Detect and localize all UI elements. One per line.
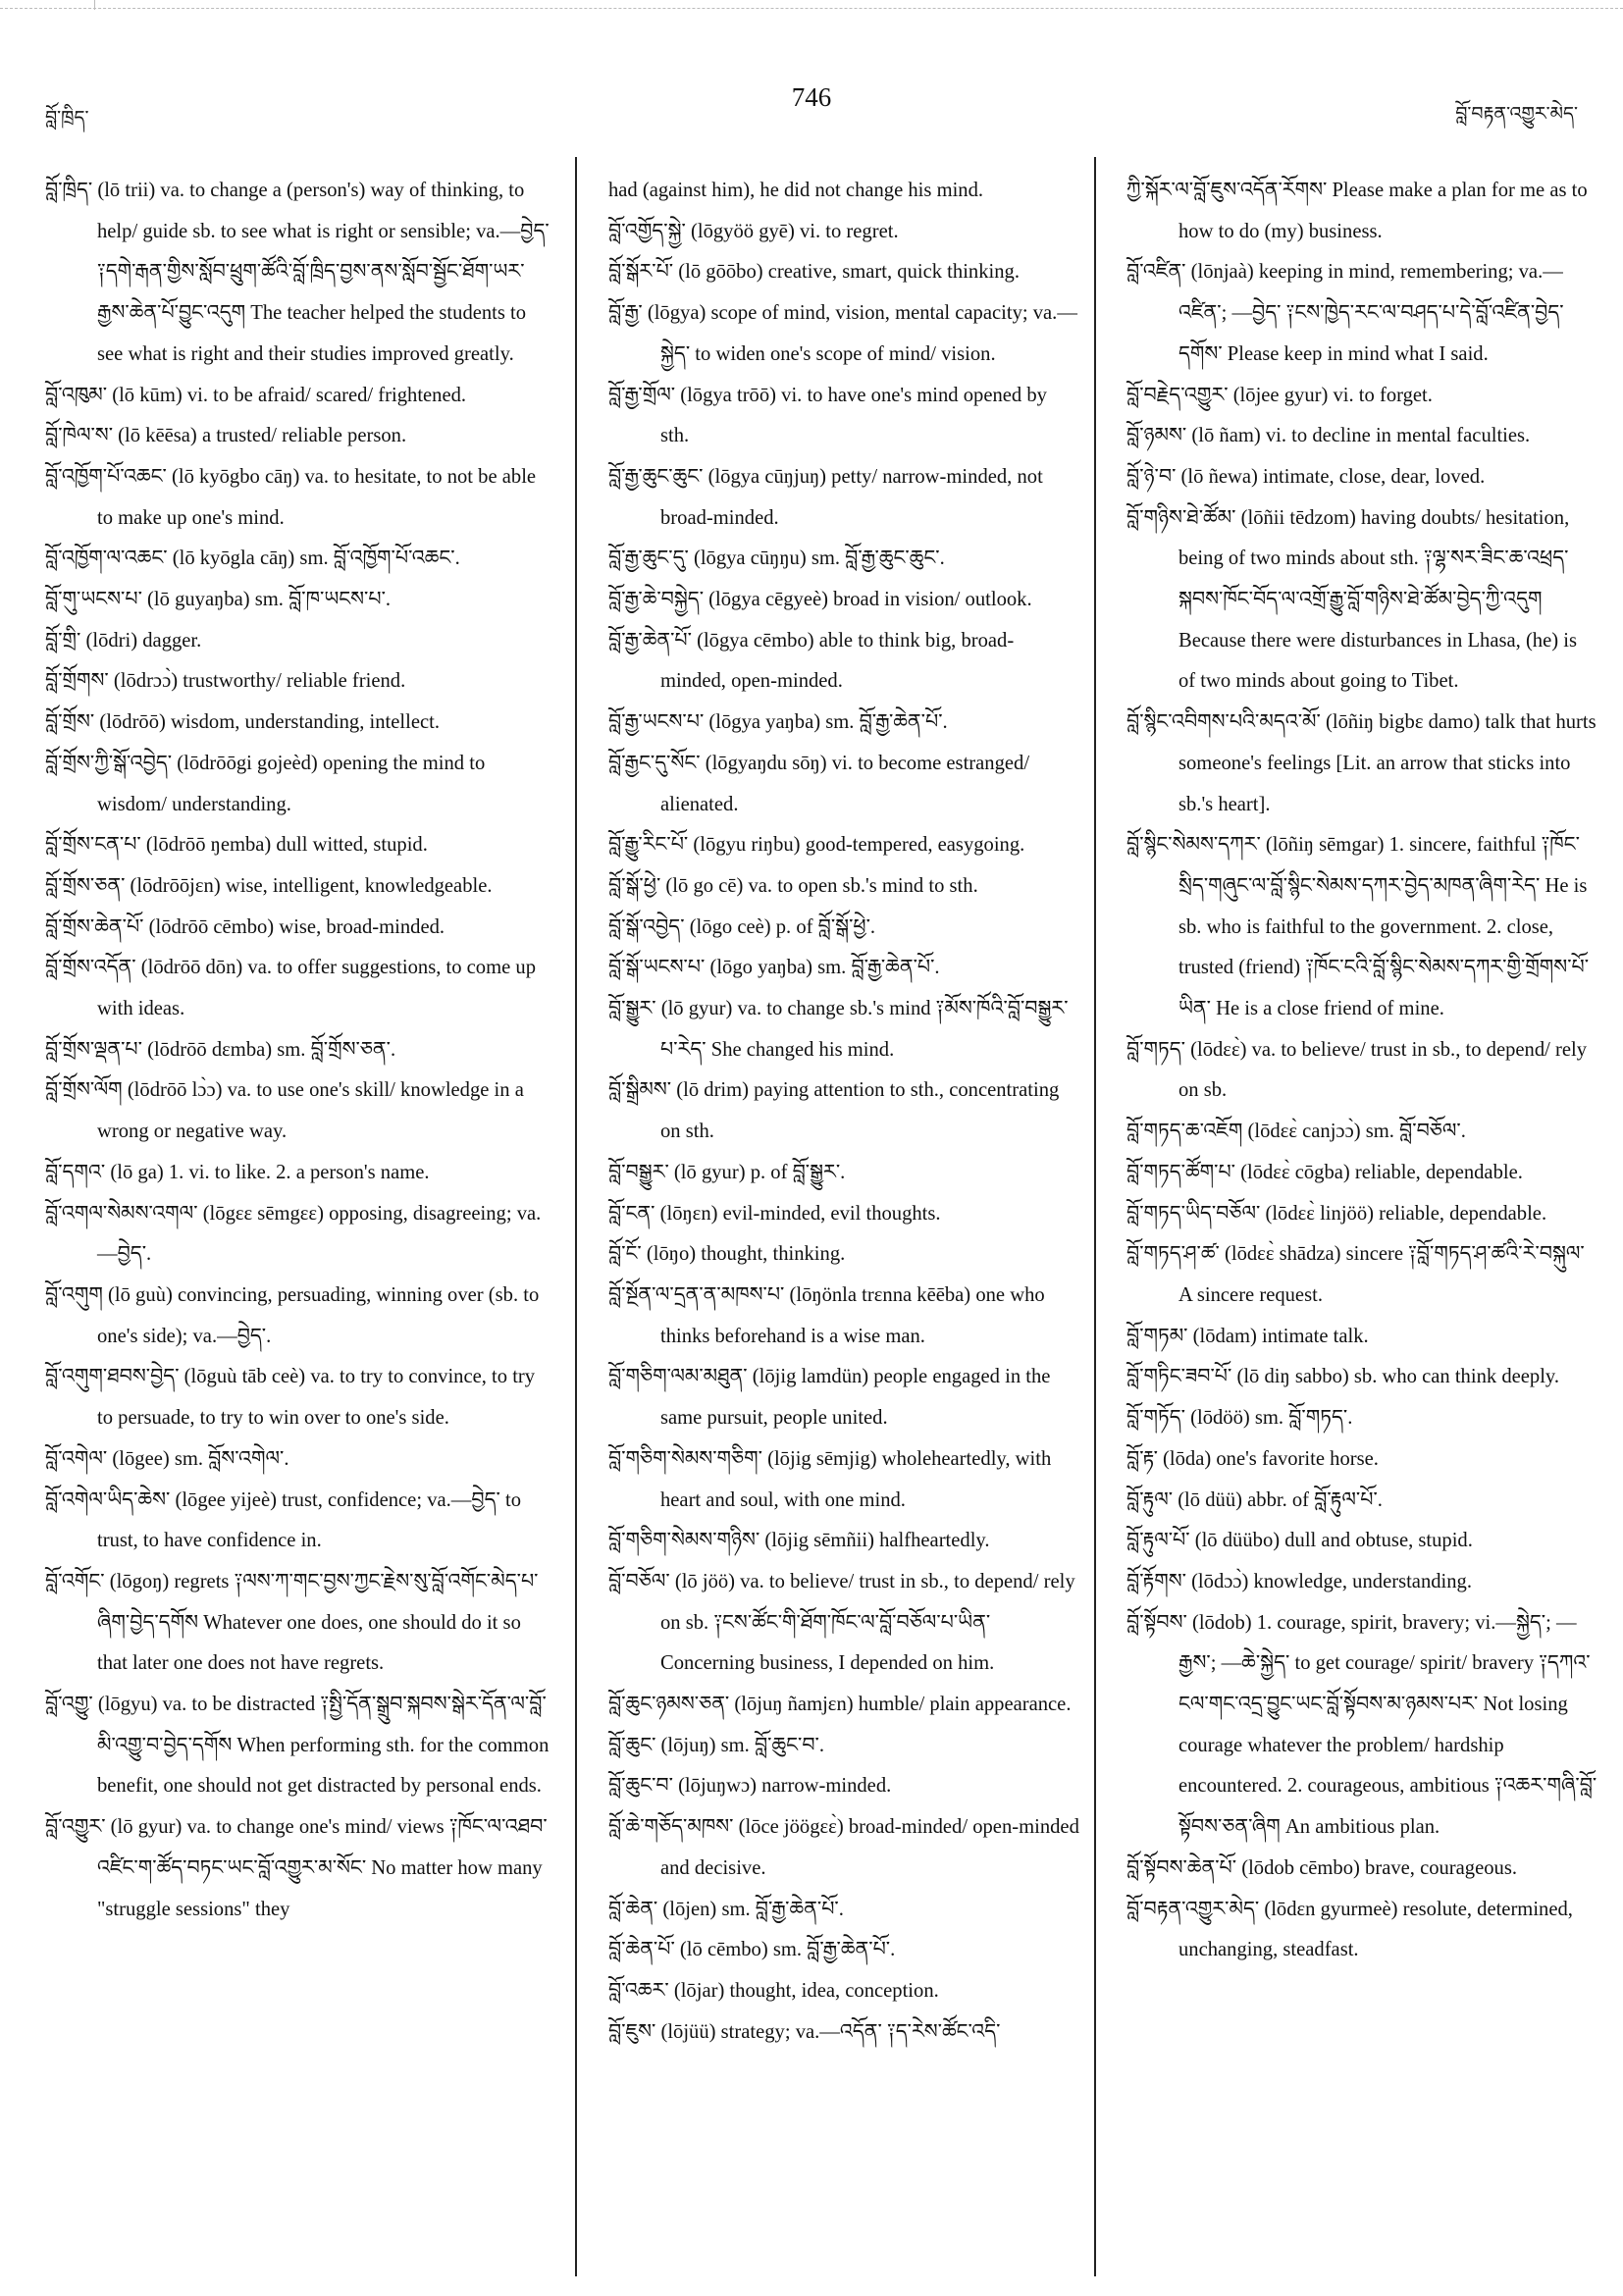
dictionary-entry: བློ་འཁྱོག་པོ་འཆང་ (lō kyōgbo cāŋ) va. to hesitate, to not be able to make up one's mind.: [45, 465, 537, 529]
dictionary-entry: བློ་སྒྱུར་ (lō gyur) va. to change sb.'s mind ༑མོས་ཁོའི་བློ་བསྒྱུར་པ་རེད་ She changed his mind.: [608, 998, 1069, 1061]
dictionary-entry: བློ་གྲོས་ (lōdrōō) wisdom, understanding, intellect.: [45, 711, 440, 734]
dictionary-entry: བློ་གྲོས་ལོག (lōdrōō lɔ̀ɔ) va. to use one's skill/ knowledge in a wrong or negative way.: [45, 1079, 524, 1143]
dictionary-entry: བློ་ཉམས་ (lō ñam) vi. to decline in mental faculties.: [1126, 425, 1531, 447]
dictionary-entry: བློ་ཆེ་གཅོད་མཁས་ (lōce jöögɛɛ̀) broad-minded/ open-minded and decisive.: [608, 1816, 1079, 1879]
dictionary-entry: བློ་འགལ་སེམས་འགལ་ (lōgɛɛ sēmgɛɛ) opposing, disagreeing; va.—བྱེད་.: [45, 1202, 542, 1266]
dictionary-entry: བློ་སྒོར་པོ་ (lō gōōbo) creative, smart, quick thinking.: [608, 261, 1020, 284]
dictionary-entry: བློ་བཅོལ་ (lō jöö) va. to believe/ trust in sb., to depend/ rely on sb. ༑ངས་ཚོང་གི་ཐོག་ཁོང་ལ་བློ་བཅོལ་པ་ཡིན་ Concerning business, I depended on him.: [608, 1570, 1075, 1675]
dictionary-entry: བློ་སྟོབས་ (lōdob) 1. courage, spirit, bravery; vi.—སྐྱེད་; —རྒྱས་; —ཆེ་སྐྱེད་ to get courage/ spirit/ bravery ༑དཀའ་ངལ་གང་འདྲ་བྱུང་ཡང་བློ་སྟོབས་མ་ཉམས་པར་ Not losing courage whatever the problem/ hardship encountered. 2. courageous, ambitious ༑འཆར་གཞི་བློ་སྟོབས་ཅན་ཞིག An ambitious plan.: [1126, 1611, 1597, 1839]
dictionary-entry: བློ་སྒོ་འབྱེད་ (lōgo ceè) p. of བློ་སྒོ་ཕྱེ་.: [608, 915, 876, 938]
dictionary-entry: བློ་གྲོས་འདོན་ (lōdrōō dōn) va. to offer suggestions, to come up with ideas.: [45, 957, 537, 1020]
dictionary-entry: བློ་རྒྱ་ཆུང་ཆུང་ (lōgya cūŋjuŋ) petty/ narrow-minded, not broad-minded.: [608, 465, 1043, 529]
dictionary-entry: བློ་སྙིང་འབིགས་པའི་མདའ་མོ་ (lōñiŋ bigbɛ damo) talk that hurts someone's feelings [Lit. an arrow that sticks into sb.'s heart].: [1126, 711, 1597, 815]
dictionary-entry: བློ་གཏད་ (lōdɛɛ̀) va. to believe/ trust in sb., to depend/ rely on sb.: [1126, 1038, 1588, 1102]
running-header-right: བློ་བརྟན་འགྱུར་མེད་: [1455, 103, 1578, 125]
dictionary-entry: བློ་རྒྱ་གྲོལ་ (lōgya trōō) vi. to have one's mind opened by sth.: [608, 384, 1047, 447]
dictionary-entry: བློ་ངན་ (lōŋɛn) evil-minded, evil thoughts.: [608, 1202, 941, 1225]
dictionary-entry: བློ་གྲོས་ཀྱི་སྒོ་འབྱེད་ (lōdrōōgi gojeèd) opening the mind to wisdom/ understanding.: [45, 752, 486, 815]
dictionary-entry: བློ་འགོང་ (lōgoŋ) regrets ༑ལས་ཀ་གང་བྱས་ཀྱང་རྗེས་སུ་བློ་འགོང་མེད་པ་ཞིག་བྱེད་དགོས Whatever one does, one should do it so that later one does not have regrets.: [45, 1570, 539, 1675]
dictionary-entry: བློ་རྒྱ་ (lōgya) scope of mind, vision, mental capacity; va.—སྐྱེད་ to widen one's scope of mind/ vision.: [608, 302, 1077, 365]
column-rule: [575, 157, 577, 2276]
dictionary-entry: བློ་ཆུང་བ་ (lōjuŋwɔ) narrow-minded.: [608, 1775, 892, 1798]
dictionary-entry: བློ་སྒྲིམས་ (lō drim) paying attention to sth., concentrating on sth.: [608, 1079, 1060, 1143]
dictionary-entry: བློ་འགྱུ་ (lōgyu) va. to be distracted ༑སྤྱི་དོན་སྒྲུབ་སྐབས་སྒེར་དོན་ལ་བློ་མི་འགྱུ་བ་བྱེད་དགོས When performing sth. for the common benefit, one should not get distracted by personal ends.: [45, 1694, 550, 1798]
dictionary-entry: བློ་འགེལ་ (lōgee) sm. བློས་འགེལ་.: [45, 1447, 289, 1470]
dictionary-entry: བློ་གྲོས་ལྡན་པ་ (lōdrōō dɛmba) sm. བློ་གྲོས་ཅན་.: [45, 1038, 396, 1061]
dictionary-entry: བློ་ངོ་ (lōŋo) thought, thinking.: [608, 1243, 846, 1266]
dictionary-entry: བློ་གྲོས་ཅན་ (lōdrōōjɛn) wise, intelligent, knowledgeable.: [45, 874, 493, 897]
dictionary-entry: བློ་གཅིག་ལམ་མཐུན་ (lōjig lamdün) people engaged in the same pursuit, people united.: [608, 1366, 1051, 1430]
dictionary-entry: བློ་གྲི་ (lōdri) dagger.: [45, 629, 202, 652]
dictionary-entry: བློ་ཁྲིད་ (lō trii) va. to change a (person's) way of thinking, to help/ guide sb. to see what is right or sensible; va.—བྱེད་ ༑དགེ་རྒན་གྱིས་སློབ་ཕྲུག་ཚོའི་བློ་ཁྲིད་བྱས་ནས་སློབ་སྦྱོང་ཐོག་ཡར་རྒྱས་ཆེན་པོ་བྱུང་འདུག The teacher helped the students to see what is right and their studies improved greatly.: [45, 180, 550, 365]
column-2: [608, 171, 1079, 2053]
dictionary-entry: བློ་ཆུང་ཉམས་ཅན་ (lōjuŋ ñamjɛn) humble/ plain appearance.: [608, 1694, 1072, 1716]
dictionary-entry: བློ་རྒྱ་ཆེ་བསྐྱེད་ (lōgya cēgyeè) broad in vision/ outlook.: [608, 589, 1032, 611]
dictionary-entry: བློ་འགྱུར་ (lō gyur) va. to change one's mind/ views ༑ཁོང་ལ་འཐབ་འཛིང་ག་ཚོད་བཏང་ཡང་བློ་འགྱུར་མ་སོང་ No matter how many "struggle sessions" they: [45, 1816, 548, 1920]
dictionary-entry: བློ་འཁུམ་ (lō kūm) vi. to be afraid/ scared/ frightened.: [45, 384, 467, 406]
dictionary-entry: བློ་གཏད་ཆ་འཇོག (lōdɛɛ̀ canjɔɔ̀) sm. བློ་བཅོལ་.: [1126, 1121, 1466, 1143]
dictionary-entry: བློ་གཅིག་སེམས་གཅིག་ (lōjig sēmjig) wholeheartedly, with heart and soul, with one mind.: [608, 1447, 1052, 1511]
dictionary-entry: བློ་ཆེན་པོ་ (lō cēmbo) sm. བློ་རྒྱ་ཆེན་པོ་.: [608, 1939, 896, 1961]
dictionary-entry: བློ་ཆུང་ (lōjuŋ) sm. བློ་ཆུང་བ་.: [608, 1734, 825, 1756]
dictionary-entry: བློ་རྟ་ (lōda) one's favorite horse.: [1126, 1447, 1379, 1470]
dictionary-entry: བློ་རྒྱང་དུ་སོང་ (lōgyaŋdu sōŋ) vi. to become estranged/ alienated.: [608, 752, 1030, 815]
dictionary-entry: བློ་གྲོས་ཆེན་པོ་ (lōdrōō cēmbo) wise, broad-minded.: [45, 915, 445, 938]
dictionary-entry: བློ་བརྗེད་འགྱུར་ (lōjee gyur) vi. to forget.: [1126, 384, 1433, 406]
dictionary-entry: བློ་རྒྱུ་རིང་པོ་ (lōgyu riŋbu) good-tempered, easygoing.: [608, 834, 1025, 857]
page-number: 746: [791, 82, 832, 112]
dictionary-entry: བློ་གཏད་ཡིད་བཅོལ་ (lōdɛɛ̀ linjöö) reliable, dependable.: [1126, 1202, 1547, 1225]
dictionary-entry: བློ་ཁེལ་ས་ (lō kēēsa) a trusted/ reliable person.: [45, 425, 407, 447]
dictionary-entry: བློ་རྟུལ་པོ་ (lō düübo) dull and obtuse, stupid.: [1126, 1530, 1473, 1552]
column-3: [1126, 171, 1597, 1971]
dictionary-entry: བློ་འཆར་ (lōjar) thought, idea, conception.: [608, 1979, 939, 2002]
dictionary-entry: བློ་འཁྱོག་ལ་འཆང་ (lō kyōgla cāŋ) sm. བློ་འཁྱོག་པོ་འཆང་.: [45, 548, 460, 570]
dictionary-entry: བློ་གཏད་ཤ་ཚ་ (lōdɛɛ̀ shādza) sincere ༑བློ་གཏད་ཤ་ཚའི་རེ་བསྐུལ་ A sincere request.: [1126, 1243, 1585, 1306]
dictionary-entry: བློ་གྲོས་ངན་པ་ (lōdrōō ŋemba) dull witted, stupid.: [45, 834, 428, 857]
dictionary-entry: བློ་གཅིག་སེམས་གཉིས་ (lōjig sēmñii) halfheartedly.: [608, 1530, 990, 1552]
dictionary-entry: བློ་རྟོགས་ (lōdɔɔ̀) knowledge, understanding.: [1126, 1570, 1473, 1592]
column-rule: [1094, 157, 1096, 2276]
scan-edge: [0, 8, 1623, 10]
dictionary-entry: བློ་གུ་ཡངས་པ་ (lō guyaŋba) sm. བློ་ཁ་ཡངས་པ་.: [45, 589, 392, 611]
dictionary-entry: བློ་འགེལ་ཡིད་ཆེས་ (lōgee yijeè) trust, confidence; va.—བྱེད་ to trust, to have confidence in.: [45, 1488, 521, 1552]
dictionary-entry: བློ་རྒྱ་ཡངས་པ་ (lōgya yaŋba) sm. བློ་རྒྱ་ཆེན་པོ་.: [608, 711, 948, 734]
dictionary-entry: བློ་འཛིན་ (lōnjaà) keeping in mind, remembering; va.—འཛིན་; —བྱེད་ ༑ངས་ཁྱེད་རང་ལ་བཤད་པ་དེ་བློ་འཛིན་བྱེད་དགོས་ Please keep in mind what I said.: [1126, 261, 1564, 365]
dictionary-entry: བློ་བརྟན་འགྱུར་མེད་ (lōdɛn gyurmeè) resolute, determined, unchanging, steadfast.: [1126, 1898, 1573, 1961]
dictionary-entry: བློ་སྔོན་ལ་དྲན་ན་མཁས་པ་ (lōŋönla trɛnna kēēba) one who thinks beforehand is a wise man.: [608, 1283, 1045, 1347]
dictionary-entry: བློ་རྟུལ་ (lō düü) abbr. of བློ་རྟུལ་པོ་.: [1126, 1488, 1383, 1511]
dictionary-entry: བློ་བསྒྱུར་ (lō gyur) p. of བློ་སྒྱུར་.: [608, 1161, 846, 1183]
dictionary-entry: བློ་གཏད་ཚོག་པ་ (lōdɛɛ̀ cōgba) reliable, dependable.: [1126, 1161, 1523, 1183]
dictionary-entry: བློ་ཇུས་ (lōjüü) strategy; va.—འདོན་ ༑ད་རེས་ཚོང་འདི་: [608, 2020, 1001, 2043]
dictionary-entry: ཀྱི་སྐོར་ལ་བློ་ཇུས་འདོན་རོགས་ Please make a plan for me as to how to do (my) business.: [1126, 180, 1588, 242]
dictionary-entry: བློ་གཉིས་ཐེ་ཚོམ་ (lōñii tēdzom) having doubts/ hesitation, being of two minds about sth. ༑ལྷ་སར་ཟིང་ཆ་འཕྲད་སྐབས་ཁོང་བོད་ལ་འགྲོ་རྒྱུ་བློ་གཉིས་ཐེ་ཚོམ་བྱེད་ཀྱི་འདུག Because there were disturbances in Lhasa, (he) is of two minds about going to Tibet.: [1126, 506, 1577, 693]
dictionary-entry: བློ་ཉེ་བ་ (lō ñewa) intimate, close, dear, loved.: [1126, 465, 1486, 488]
scan-mark: [94, 0, 95, 10]
dictionary-entry: བློ་གྲོགས་ (lōdrɔɔ̀) trustworthy/ reliable friend.: [45, 670, 406, 693]
dictionary-entry: བློ་འགུག་ཐབས་བྱེད་ (lōguù tāb ceè) va. to try to convince, to try to persuade, to try to win over to one's side.: [45, 1366, 536, 1430]
dictionary-entry: བློ་ཆེན་ (lōjen) sm. བློ་རྒྱ་ཆེན་པོ་.: [608, 1898, 844, 1920]
dictionary-entry: བློ་དགའ་ (lō ga) 1. vi. to like. 2. a person's name.: [45, 1161, 430, 1183]
dictionary-entry: བློ་སྒོ་ཡངས་པ་ (lōgo yaŋba) sm. བློ་རྒྱ་ཆེན་པོ་.: [608, 957, 940, 979]
dictionary-entry: བློ་འགྱོད་སྐྱེ་ (lōgyöö gyē) vi. to regret.: [608, 220, 899, 242]
dictionary-entry: བློ་འགུག (lō guù) convincing, persuading, winning over (sb. to one's side); va.—བྱེད་.: [45, 1283, 540, 1347]
dictionary-entry: བློ་སྙིང་སེམས་དཀར་ (lōñiŋ sēmgar) 1. sincere, faithful ༑ཁོང་སྲིད་གཞུང་ལ་བློ་སྙིང་སེམས་དཀར་བྱེད་མཁན་ཞིག་རེད་ He is sb. who is faithful to the government. 2. close, trusted (friend) ༑ཁོང་ངའི་བློ་སྙིང་སེམས་དཀར་གྱི་གྲོགས་པོ་ཡིན་ He is a close friend of mine.: [1126, 834, 1590, 1020]
column-1: [45, 171, 555, 1930]
dictionary-entry: བློ་རྒྱ་ཆུང་དུ་ (lōgya cūŋŋu) sm. བློ་རྒྱ་ཆུང་ཆུང་.: [608, 548, 945, 570]
dictionary-entry: བློ་གཏིང་ཟབ་པོ་ (lō diŋ sabbo) sb. who can think deeply.: [1126, 1366, 1560, 1388]
dictionary-entry: had (against him), he did not change his mind.: [608, 180, 984, 201]
dictionary-entry: བློ་སྒོ་ཕྱེ་ (lō go cē) va. to open sb.'s mind to sth.: [608, 874, 978, 897]
dictionary-entry: བློ་གཏོད་ (lōdöö) sm. བློ་གཏད་.: [1126, 1407, 1353, 1430]
dictionary-entry: བློ་གཏམ་ (lōdam) intimate talk.: [1126, 1325, 1369, 1347]
running-header-left: བློ་ཁྲིད་: [45, 107, 89, 129]
dictionary-entry: བློ་སྟོབས་ཆེན་པོ་ (lōdob cēmbo) brave, courageous.: [1126, 1856, 1517, 1879]
dictionary-entry: བློ་རྒྱ་ཆེན་པོ་ (lōgya cēmbo) able to think big, broad-minded, open-minded.: [608, 629, 1015, 693]
